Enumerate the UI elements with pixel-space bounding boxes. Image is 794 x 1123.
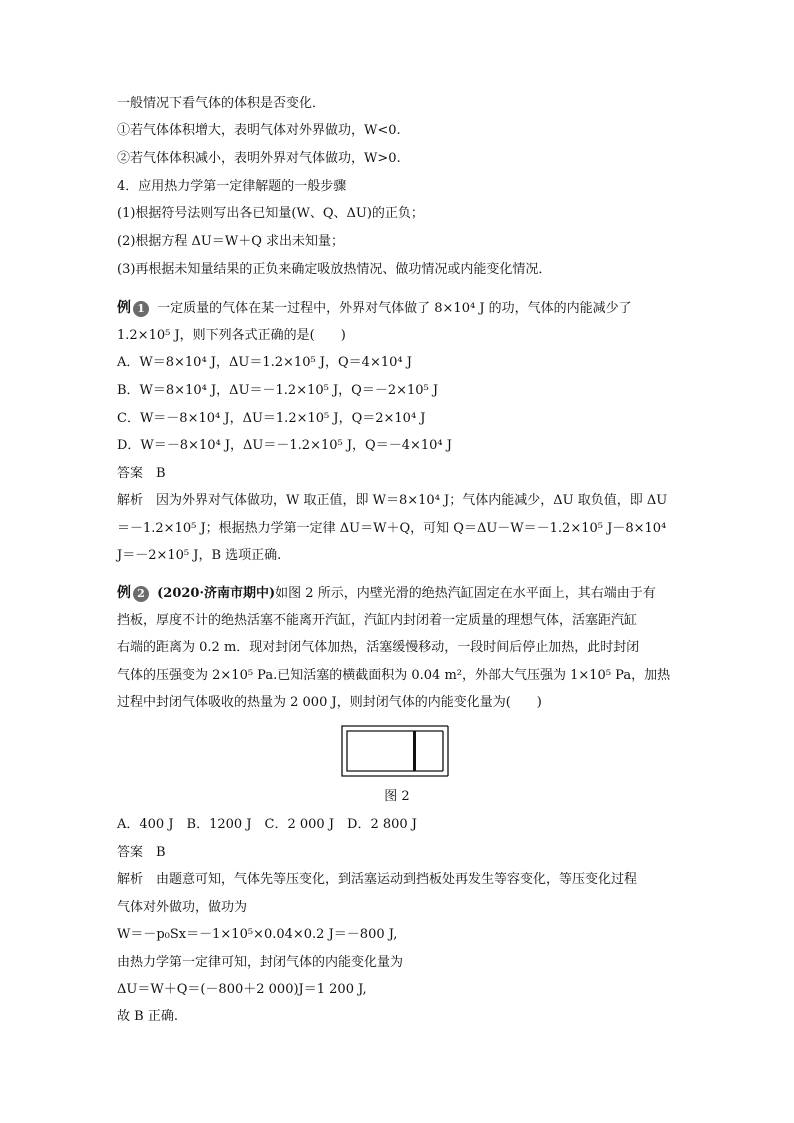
example-2-analysis-line-2: 气体对外做功，做功为 bbox=[117, 900, 248, 915]
cylinder-inner-wall bbox=[347, 731, 421, 771]
example-1-option-c: C．W＝－8×10⁴ J，ΔU＝1.2×10⁵ J，Q＝2×10⁴ J bbox=[117, 411, 426, 426]
example-2-analysis-line-6: 故 B 正确. bbox=[117, 1009, 178, 1024]
cylinder-piston-figure bbox=[340, 724, 454, 778]
example-2-question-line-3: 右端的距离为 0.2 m．现对封闭气体加热，活塞缓慢移动，一段时间后停止加热，此时封闭 bbox=[117, 640, 640, 655]
figure-caption: 图 2 bbox=[384, 789, 410, 804]
example-2-analysis-line-4: 由热力学第一定律可知，封闭气体的内能变化量为 bbox=[117, 955, 404, 970]
example-2-question-text: 如图 2 所示，内壁光滑的绝热汽缸固定在水平面上，其右端由于有 bbox=[275, 586, 656, 601]
step-3: (3)再根据未知量结果的正负来确定吸放热情况、做功情况或内能变化情况． bbox=[117, 262, 552, 277]
example-2-question-line-1 bbox=[117, 583, 656, 604]
example-2-question-line-5: 过程中封闭气体吸收的热量为 2 000 J，则封闭气体的内能变化量为( ) bbox=[117, 695, 542, 710]
example-number-icon: 2 bbox=[133, 586, 149, 602]
example-2-analysis-line-3: W＝－p₀Sx＝－1×10⁵×0.04×0.2 J＝－800 J, bbox=[117, 927, 398, 942]
steps-title: 4．应用热力学第一定律解题的一般步骤 bbox=[117, 179, 347, 194]
example-2-source: (2020·济南市期中) bbox=[157, 586, 276, 601]
example-1-answer: 答案 B bbox=[117, 466, 166, 481]
example-2-analysis-line-5: ΔU＝W＋Q＝(－800＋2 000)J＝1 200 J, bbox=[117, 982, 367, 997]
example-badge-label: 例 bbox=[117, 300, 131, 316]
example-1-analysis-line-3: J＝－2×10⁵ J，B 选项正确. bbox=[117, 548, 282, 563]
example-2-question-line-4: 气体的压强变为 2×10⁵ Pa.已知活塞的横截面积为 0.04 m²，外部大气压强为 1×10⁵ Pa，加热 bbox=[117, 668, 671, 683]
example-1-question-line-2: 1.2×10⁵ J，则下列各式正确的是( ) bbox=[117, 328, 346, 343]
example-1-option-b: B．W＝8×10⁴ J，ΔU＝－1.2×10⁵ J，Q＝－2×10⁵ J bbox=[117, 383, 439, 398]
example-2-analysis-line-1: 解析 由题意可知，气体先等压变化，到活塞运动到挡板处再发生等容变化，等压变化过程 bbox=[117, 872, 638, 887]
cylinder-outer-wall bbox=[342, 726, 421, 776]
example-1-option-d: D．W＝－8×10⁴ J，ΔU＝－1.2×10⁵ J，Q＝－4×10⁴ J bbox=[117, 438, 452, 453]
example-number-icon: 1 bbox=[133, 301, 149, 317]
example-1-analysis-line-1: 解析 因为外界对气体做功，W 取正值，即 W＝8×10⁴ J；气体内能减少，ΔU 取负值，即 ΔU bbox=[117, 493, 668, 508]
step-1: (1)根据符号法则写出各已知量(W、Q、ΔU)的正负； bbox=[117, 206, 424, 221]
step-2: (2)根据方程 ΔU＝W＋Q 求出未知量； bbox=[117, 234, 345, 249]
example-1-question-line-1 bbox=[117, 298, 632, 319]
example-1-question-text: 一定质量的气体在某一过程中，外界对气体做了 8×10⁴ J 的功，气体的内能减少了 bbox=[157, 301, 632, 316]
example-1-badge bbox=[117, 298, 153, 319]
intro-line-3: ②若气体体积减小，表明外界对气体做功，W>0. bbox=[117, 151, 401, 166]
piston bbox=[413, 731, 416, 771]
example-2-badge bbox=[117, 583, 153, 604]
example-2-answer: 答案 B bbox=[117, 845, 166, 860]
example-badge-label: 例 bbox=[117, 585, 131, 601]
example-2-question-line-2: 挡板，厚度不计的绝热活塞不能离开汽缸，汽缸内封闭着一定质量的理想气体，活塞距汽缸 bbox=[117, 613, 638, 628]
example-1-option-a: A．W＝8×10⁴ J，ΔU＝1.2×10⁵ J，Q＝4×10⁴ J bbox=[117, 355, 412, 370]
example-1-analysis-line-2: ＝－1.2×10⁵ J；根据热力学第一定律 ΔU＝W＋Q，可知 Q＝ΔU－W＝－1.2×10⁵ J－8×10⁴ bbox=[117, 521, 667, 536]
intro-line-1: 一般情况下看气体的体积是否变化． bbox=[117, 96, 326, 111]
example-2-options: A．400 J B．1200 J C．2 000 J D．2 800 J bbox=[117, 817, 418, 832]
intro-line-2: ①若气体体积增大，表明气体对外界做功，W<0. bbox=[117, 123, 401, 138]
